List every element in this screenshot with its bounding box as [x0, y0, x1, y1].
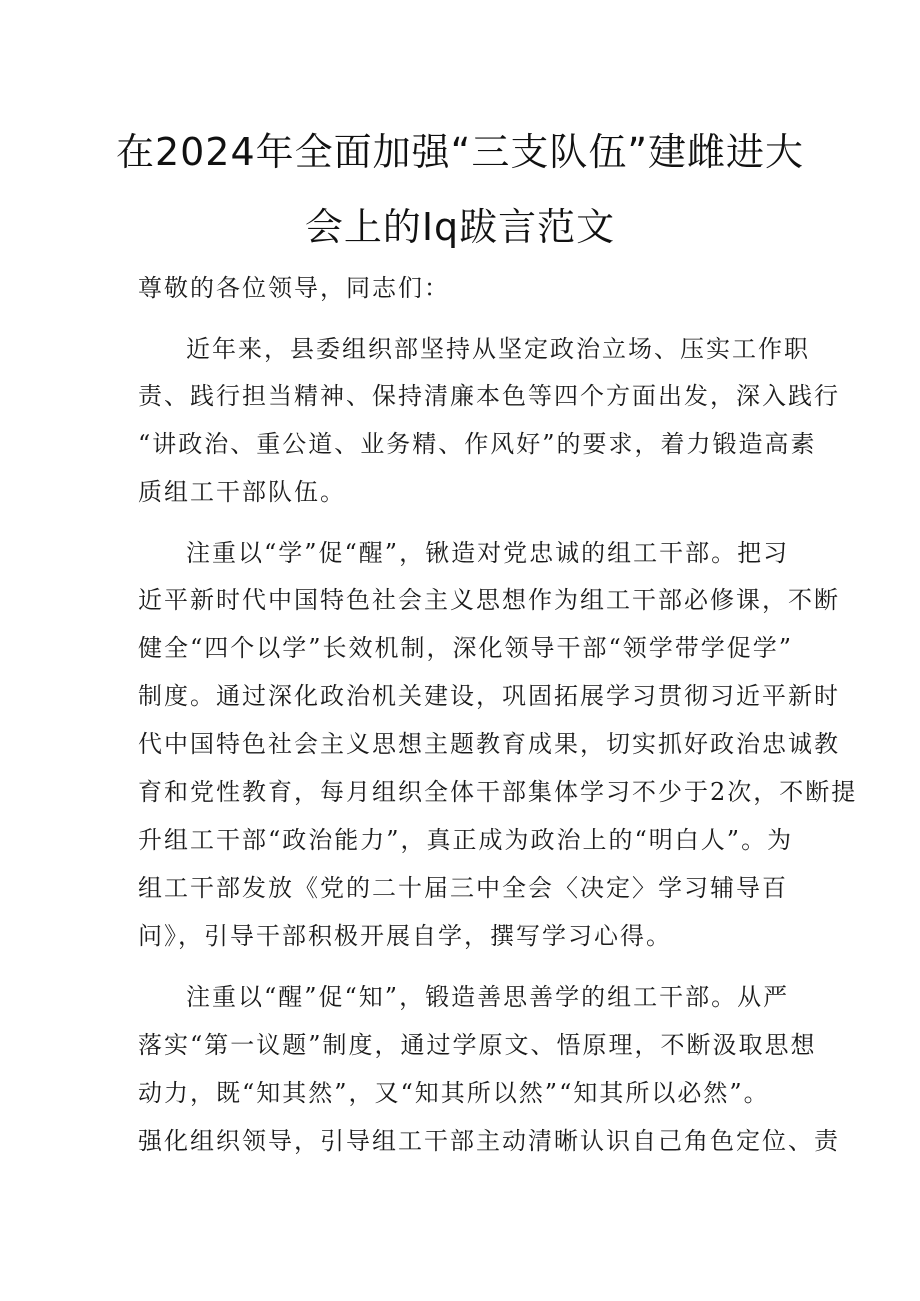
- paragraph-2-line: 组工干部发放《党的二十届三中全会〈决定〉学习辅导百: [138, 874, 788, 902]
- paragraph-2-line: 制度。通过深化政治机关建设，巩固拓展学习贯彻习近平新时: [138, 682, 840, 710]
- paragraph-3-line: 动力，既“知其然”，又“知其所以然”“知其所以必然”。: [138, 1079, 770, 1107]
- paragraph-2-line: 育和党性教育，每月组织全体干部集体学习不少于2次，不断提: [138, 778, 858, 806]
- paragraph-2-line: 健全“四个以学”长效机制，深化领导干部“领学带学促学”: [138, 634, 794, 662]
- paragraph-2-line: 注重以“学”促“醒”，锹造对党忠诚的组工干部。把习: [186, 539, 790, 567]
- paragraph-1-line: “讲政治、重公道、业务精、作风好”的要求，着力锻造高素: [138, 430, 817, 458]
- paragraph-3-line: 强化组织领导，引导组工干部主动清晰认识自己角色定位、责: [138, 1127, 840, 1155]
- document-title-line-2: 会上的Iq跋言范文: [304, 205, 616, 249]
- paragraph-1-line: 近年来，县委组织部坚持从坚定政治立场、压实工作职: [186, 335, 810, 363]
- paragraph-1-line: 质组工干部队伍。: [138, 478, 346, 506]
- salutation: 尊敬的各位领导，同志们：: [138, 274, 450, 302]
- paragraph-3-line: 落实“第一议题”制度，通过学原文、悟原理，不断汲取思想: [138, 1031, 817, 1059]
- paragraph-2-line: 问》，引导干部积极开展自学，撰写学习心得。: [138, 922, 672, 950]
- paragraph-2-line: 代中国特色社会主义思想主题教育成果，切实抓好政治忠诚教: [138, 730, 840, 758]
- paragraph-2-line: 升组工干部“政治能力”，真正成为政治上的“明白人”。为: [138, 826, 794, 854]
- paragraph-3-line: 注重以“醒”促“知”，锻造善思善学的组工干部。从严: [186, 983, 790, 1011]
- paragraph-1-line: 责、践行担当精神、保持清廉本色等四个方面出发，深入践行: [138, 382, 840, 410]
- paragraph-2-line: 近平新时代中国特色社会主义思想作为组工干部必修课，不断: [138, 586, 840, 614]
- document-title-line-1: 在2024年全面加强“三支队伍”建雌进大: [115, 130, 805, 174]
